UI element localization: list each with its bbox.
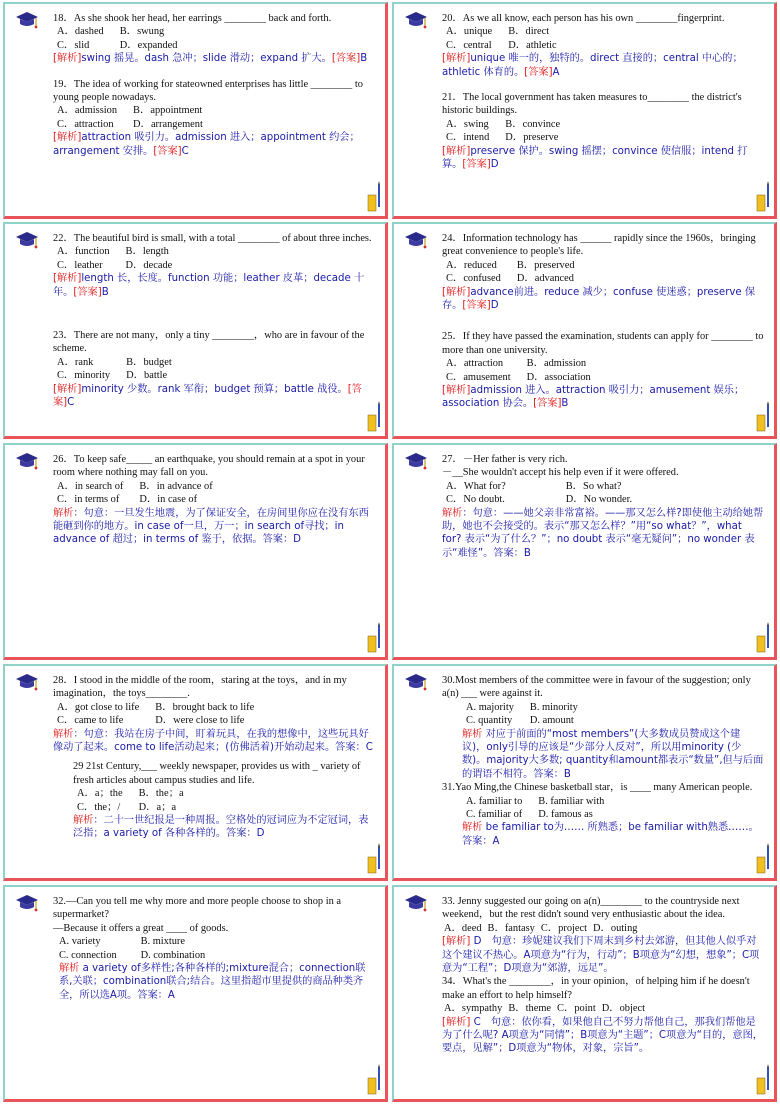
option-d: D. amount [529, 715, 574, 727]
option-c: C．came to life [57, 715, 124, 727]
options [444, 922, 764, 935]
option-d: D．No wonder. [565, 494, 633, 506]
options [446, 357, 764, 384]
option-a: A. variety [59, 936, 101, 948]
question-text: 28．I stood in the middle of the room，staring at the toys，and in my imagination，the toys________. [53, 675, 347, 700]
options [59, 935, 375, 962]
analysis-tag: 解析 [73, 815, 94, 827]
explanation [462, 821, 764, 848]
explanation-text: ：句意：一旦发生地震，为了保证安全，在房间里你应在没有东西能砸到你的地方。in case of一旦，万一；in search of寻找；in advance of 超过；in terms of 鉴于，依据。答案：D [53, 507, 369, 546]
options [446, 25, 764, 52]
question-text: 23．There are not many，only a tiny ________，who are in favour of the scheme. [53, 330, 365, 355]
analysis-tag: [解析] [442, 936, 471, 948]
slide-q20-21 [392, 2, 777, 219]
answer-letter: C [181, 145, 189, 157]
question-text: 26．To keep safe_____ an earthquake, you should remain at a spot in your room where nothing may fall on you. [53, 454, 365, 479]
option-b: B. mixture [140, 936, 186, 948]
explanation-text: be familiar to为…… 所熟悉；be familiar with熟悉……。答案：A [462, 822, 759, 847]
option-b: B．admission [526, 358, 587, 370]
explanation [53, 383, 375, 410]
options [444, 1002, 764, 1015]
explanation [442, 286, 764, 313]
explanation-text: 对应于前面的“most members”(大多数成员赞成这个建议)，only引导的应该是“少部分人反对”，所以用minority (少数)。majority大多数; quantity和amount都表示“数量”,但与后面的谓语不相符。答案：B [462, 728, 764, 780]
analysis-tag: [解析] [442, 286, 471, 298]
options [57, 104, 375, 131]
option-b: B．theme [508, 1003, 552, 1015]
question-text: 31.Yao Ming,the Chinese basketball star，is ____ many American people. [442, 782, 753, 794]
option-a: A．function [57, 246, 110, 258]
options [57, 480, 375, 507]
explanation-text: minority 少数。rank 军衔；budget 预算；battle 战役。 [81, 383, 348, 395]
option-c: C．intend [446, 132, 490, 144]
pencil-icon [756, 401, 770, 433]
analysis-tag: [解析] [442, 53, 471, 65]
analysis-tag: [解析] [442, 145, 471, 157]
question-text: 29 21st Century,___ weekly newspaper, provides us with _ variety of fresh articles about campus studies and life. [73, 761, 361, 786]
option-c: C．minority [57, 370, 111, 382]
answer-tag: [答案] [153, 145, 182, 157]
explanation-text: ：二十一世纪报是一种周报。空格处的冠词应为不定冠词，表泛指；a variety of 各种各样的。答案：D [73, 815, 369, 840]
explanation [53, 131, 375, 158]
option-b: B. minority [529, 701, 578, 713]
pencil-icon [367, 1064, 381, 1096]
explanation [442, 935, 764, 975]
options [446, 480, 764, 507]
question-text: 25．If they have passed the examination, students can apply for ________ to more than one university. [442, 331, 764, 356]
explanation [442, 384, 764, 411]
explanation [53, 272, 375, 299]
answer-letter: B [561, 398, 569, 410]
explanation [442, 1016, 764, 1056]
option-c: C．No doubt. [446, 494, 505, 506]
option-a: A．What for? [446, 480, 506, 492]
analysis-tag: 解析 [53, 507, 74, 519]
pencil-icon [756, 181, 770, 213]
option-a: A．dashed [57, 26, 104, 38]
option-a: A. familiar to [466, 795, 523, 807]
options [466, 701, 764, 728]
option-c: C．project [540, 922, 588, 934]
option-a: A．sympathy [444, 1003, 503, 1015]
option-c: C. quantity [466, 715, 513, 727]
explanation-text: length 长，长度。function 功能；leather 皮革；decade 十年。 [53, 273, 365, 298]
slide-q24-25 [392, 222, 777, 439]
question-text: 34．What's the ________，in your opinion，of helping him if he doesn't make an effort to help himself? [442, 976, 750, 1001]
option-c: C．attraction [57, 118, 114, 130]
option-c: C. connection [59, 949, 117, 961]
option-d: D．arrangement [133, 118, 203, 130]
options [57, 25, 375, 52]
explanation-text: advance前进。reduce 减少；confuse 使迷惑；preserve 保存。 [442, 286, 756, 312]
option-c: C．leather [57, 259, 103, 271]
explanation [53, 728, 375, 755]
option-a: A．attraction [446, 358, 504, 370]
option-a: A．deed [444, 922, 482, 934]
option-d: D．decade [125, 259, 173, 271]
graduation-cap-icon [404, 451, 428, 473]
option-b: B．direct [508, 26, 550, 38]
explanation [53, 507, 375, 547]
option-b: B．convince [505, 118, 561, 130]
option-b: B．budget [126, 356, 172, 368]
slide-q33-34 [392, 885, 777, 1102]
option-a: A．in search of [57, 480, 124, 492]
option-d: D. famous as [538, 809, 593, 821]
option-d: D. combination [140, 949, 206, 961]
question-text: 22．The beautiful bird is small, with a total ________ of about three inches. [53, 233, 372, 244]
explanation-text: a variety of多样性;各种各样的;mixture混合；connection联系,关联；combination联合;结合。这里指超市里提供的商品种类齐全，所以选A项。答案：A [59, 963, 366, 1001]
answer-tag: [答案] [462, 300, 491, 312]
question-text: 20．As we all know, each person has his own ________fingerprint. [442, 13, 725, 24]
option-b: B．brought back to life [155, 701, 255, 713]
option-c: C．the；/ [77, 801, 121, 813]
option-d: D．outing [593, 922, 638, 934]
graduation-cap-icon [15, 672, 39, 694]
explanation-text: ：句意：我站在房子中间，盯着玩具，在我的想像中，这些玩具好像动了起来。come to life活动起来；(仿佛活着)开始动起来。答案：C [53, 728, 373, 754]
option-b: B．in advance of [139, 480, 213, 492]
option-b: B．So what? [565, 480, 622, 492]
option-c: C．central [446, 39, 492, 51]
option-d: D．battle [126, 370, 168, 382]
analysis-tag: [解析] [442, 1016, 471, 1028]
answer-tag: [答案] [331, 53, 361, 65]
option-c: C．amusement [446, 371, 511, 383]
graduation-cap-icon [15, 230, 39, 252]
option-c: C. familiar of [466, 809, 523, 821]
question-text: 18．As she shook her head, her earrings ________ back and forth. [53, 13, 332, 24]
graduation-cap-icon [404, 230, 428, 252]
question-text: 19．The idea of working for stateowned enterprises has little ________ to young people nowadays. [53, 78, 363, 104]
answer-letter: B [360, 53, 368, 65]
option-d: D．were close to life [155, 715, 245, 727]
pencil-icon [367, 843, 381, 875]
pencil-icon [756, 1064, 770, 1096]
option-d: D．advanced [516, 273, 574, 285]
analysis-tag: [解析] [53, 53, 82, 65]
option-d: D．object [601, 1003, 646, 1015]
option-b: B．preserved [516, 259, 575, 271]
explanation [462, 728, 764, 782]
analysis-tag: 解析 [59, 963, 80, 975]
options [57, 356, 375, 383]
option-a: A．admission [57, 105, 118, 117]
slide-q26 [3, 443, 388, 660]
explanation-text: unique 唯一的，独特的。direct 直接的；central 中心的；athletic 体育的。 [442, 53, 743, 78]
pencil-icon [756, 843, 770, 875]
options [77, 787, 375, 814]
answer-letter: D [490, 300, 499, 312]
option-c: C．slid [57, 39, 90, 51]
explanation-text: admission 进入。attraction 吸引力；amusement 娱乐；association 协会。 [442, 385, 745, 410]
option-a: A．rank [57, 356, 94, 368]
explanation [59, 962, 375, 1002]
answer-letter: A [552, 66, 560, 78]
option-d: D．athletic [508, 39, 557, 51]
analysis-tag: 解析 [462, 822, 483, 834]
options [466, 795, 764, 822]
option-a: A．a；the [77, 788, 123, 800]
pencil-icon [367, 622, 381, 654]
option-b: B．the；a [138, 788, 184, 800]
analysis-tag: 解析 [53, 728, 74, 740]
options [57, 245, 375, 272]
question-text: 33. Jenny suggested our going on a(n)________ to the countryside next weekend，but the rest didn't sound very enthusiastic about the idea. [442, 896, 740, 921]
graduation-cap-icon [404, 10, 428, 32]
explanation [442, 145, 764, 172]
explanation-text: swing 摇晃。dash 急冲；slide 滑动；expand 扩大。 [81, 53, 332, 65]
answer-tag: [答案] [462, 159, 491, 171]
graduation-cap-icon [404, 672, 428, 694]
option-b: B．length [125, 246, 169, 258]
answer-tag: [答案] [524, 66, 553, 78]
explanation-text: attraction 吸引力。admission 进入；appointment 约会；arrangement 安排。 [53, 132, 360, 157]
graduation-cap-icon [15, 451, 39, 473]
graduation-cap-icon [15, 10, 39, 32]
analysis-tag: [解析] [53, 273, 82, 285]
option-c: C．confused [446, 273, 501, 285]
pencil-icon [756, 622, 770, 654]
slide-q22-23 [3, 222, 388, 439]
option-a: A．swing [446, 118, 489, 130]
option-b: B．fantasy [487, 922, 535, 934]
option-d: D．in case of [139, 494, 198, 506]
explanation-text: D 句意：珍妮建议我们下周末到乡村去郊游，但其他人似乎对这个建议不热心。A项意为“行为，行动”；B项意为“幻想，想象”；C项意为“工程”；D项意为“郊游，远足”。 [442, 936, 760, 975]
slide-q30-31 [392, 664, 777, 881]
analysis-tag: [解析] [53, 132, 82, 144]
options [57, 701, 375, 728]
pencil-icon [367, 181, 381, 213]
question-text: 27．－Her father is very rich. －__She wouldn't accept his help even if it were offered. [442, 454, 679, 479]
slide-q27 [392, 443, 777, 660]
explanation [442, 52, 764, 79]
answer-letter: C [67, 397, 75, 409]
explanation-text: ：句意：——她父亲非常富裕。——那又怎么样?即使他主动给她帮助，她也不会接受的。表示“那又怎么样？”用“so what？”，what for? 表示“为了什么？”；no doubt 表示“毫无疑问”；no wonder 表示“难怪”。答案：B [442, 507, 764, 559]
option-d: D．expanded [119, 39, 178, 51]
analysis-tag: 解析 [462, 728, 483, 740]
analysis-tag: 解析 [442, 507, 463, 519]
explanation-text: preserve 保护。swing 摇摆；convince 使信服；intend 打算。 [442, 145, 748, 171]
option-d: D．preserve [505, 132, 559, 144]
graduation-cap-icon [404, 893, 428, 915]
option-c: C．point [557, 1003, 596, 1015]
option-a: A．reduced [446, 259, 497, 271]
answer-tag: [答案] [53, 383, 362, 409]
option-a: A．got close to life [57, 701, 140, 713]
explanation [53, 52, 375, 65]
option-d: D．a；a [138, 801, 177, 813]
explanation-text: C 句意：依你看，如果他自己不努力帮他自己，那我们帮他是为了什么呢? A项意为“同情”；B项意为“主题”；C项意为“目的，意图，要点，见解”；D项意为“物体，对象，宗旨”。 [442, 1016, 763, 1055]
pencil-icon [367, 401, 381, 433]
option-b: B．appointment [133, 105, 203, 117]
question-text: 30.Most members of the committee were in favour of the suggestion; only a(n) ___ were against it. [442, 675, 751, 700]
option-d: D．association [526, 371, 591, 383]
graduation-cap-icon [15, 893, 39, 915]
options [446, 259, 764, 286]
options [446, 118, 764, 145]
option-b: B. familiar with [538, 795, 605, 807]
option-b: B．swung [119, 26, 165, 38]
explanation [73, 814, 375, 841]
slide-q18-19 [3, 2, 388, 219]
answer-letter: D [490, 159, 499, 171]
option-a: A．unique [446, 26, 493, 38]
question-text: 24．Information technology has ______ rapidly since the 1960s，bringing great convenience to people's life. [442, 233, 756, 258]
answer-letter: B [101, 286, 109, 298]
answer-tag: [答案] [73, 286, 102, 298]
analysis-tag: [解析] [53, 383, 82, 395]
slide-q28-29 [3, 664, 388, 881]
option-c: C．in terms of [57, 494, 120, 506]
question-text: 21．The local government has taken measures to________ the district's historic buildings. [442, 92, 742, 117]
option-a: A. majority [466, 701, 514, 713]
analysis-tag: [解析] [442, 385, 471, 397]
slide-q32 [3, 885, 388, 1102]
answer-tag: [答案] [533, 398, 562, 410]
explanation [442, 507, 764, 561]
question-text: 32.—Can you tell me why more and more people choose to shop in a supermarket? —Because it offers a great ____ of goods. [53, 896, 341, 934]
